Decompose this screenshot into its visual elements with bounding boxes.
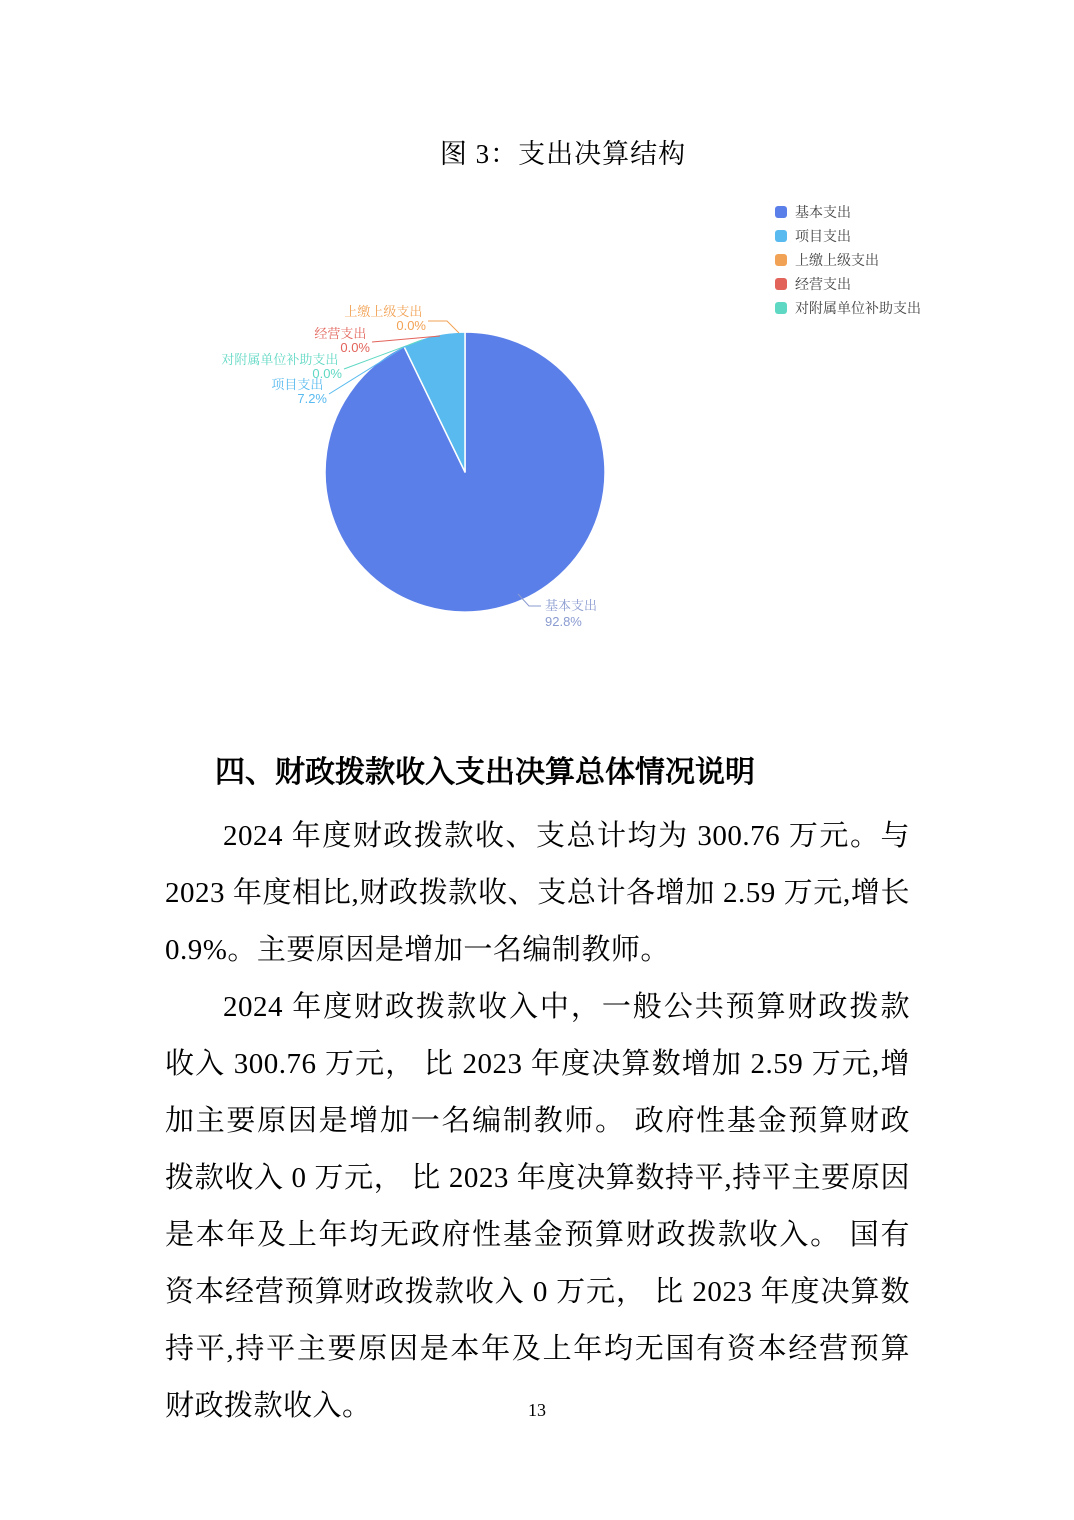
legend-swatch-shangjiao: [775, 254, 787, 266]
section-four: [165, 752, 910, 1435]
legend-swatch-jingying: [775, 278, 787, 290]
legend-swatch-jiben: [775, 206, 787, 218]
legend-label-xiangmu: 项目支出: [795, 228, 851, 244]
chart-legend: [775, 206, 921, 326]
pie-label-jiben-name: 基本支出: [545, 598, 598, 613]
paragraph-1: 2024 年度财政拨款收、支总计均为 300.76 万元。与 2023 年度相比,财政拨款收、支总计各增加 2.59 万元,增长 0.9%。主要原因是增加一名编制教师。: [165, 820, 910, 966]
pie-label-shangjiao-name: 上缴上级支出: [344, 304, 423, 319]
legend-item-fushu: [775, 302, 921, 314]
pie-label-shangjiao-pct: 0.0%: [396, 318, 426, 333]
pie-label-xiangmu-pct: 7.2%: [297, 391, 327, 406]
legend-item-jingying: [775, 278, 921, 290]
legend-item-xiangmu: [775, 230, 921, 242]
pie-label-jiben: [545, 598, 601, 629]
section-heading: 四、财政拨款收入支出决算总体情况说明: [215, 756, 755, 789]
pie-label-xiangmu: [271, 377, 327, 406]
page-number: 13: [528, 1400, 546, 1420]
legend-label-jiben: 基本支出: [795, 204, 851, 220]
legend-item-shangjiao: [775, 254, 921, 266]
pie-label-jiben-pct: 92.8%: [545, 614, 582, 629]
legend-swatch-xiangmu: [775, 230, 787, 242]
pie-label-jingying-pct: 0.0%: [340, 340, 370, 355]
figure-title: 图 3：支出决算结构: [439, 139, 687, 169]
legend-label-shangjiao: 上缴上级支出: [795, 252, 879, 268]
expenditure-pie-chart: [0, 190, 1074, 660]
leader-line-shangjiao: [428, 321, 459, 333]
legend-swatch-fushu: [775, 302, 787, 314]
legend-item-jiben: [775, 206, 921, 218]
legend-label-fushu: 对附属单位补助支出: [795, 300, 921, 316]
legend-label-jingying: 经营支出: [795, 276, 851, 292]
paragraph-2: 2024 年度财政拨款收入中，一般公共预算财政拨款收入 300.76 万元， 比 2023 年度决算数增加 2.59 万元,增加主要原因是增加一名编制教师。 政府性基金预算财政拨款收入 0 万元， 比 2023 年度决算数持平,持平主要原因是本年及上年均无政府性基金预算财政拨款收入。 国有资本经营预算财政拨款收入 0 万元， 比 2023 年度决算数持平,持平主要原因是本年及上年均无国有资本经营预算财政拨款收入。: [165, 991, 910, 1422]
pie-label-xiangmu-name: 项目支出: [271, 377, 324, 392]
pie-label-fushu-name: 对附属单位补助支出: [221, 352, 339, 367]
pie-label-fushu-pct: 0.0%: [312, 366, 342, 381]
pie-label-jingying-name: 经营支出: [314, 326, 367, 341]
pie-label-jingying: [314, 326, 370, 355]
